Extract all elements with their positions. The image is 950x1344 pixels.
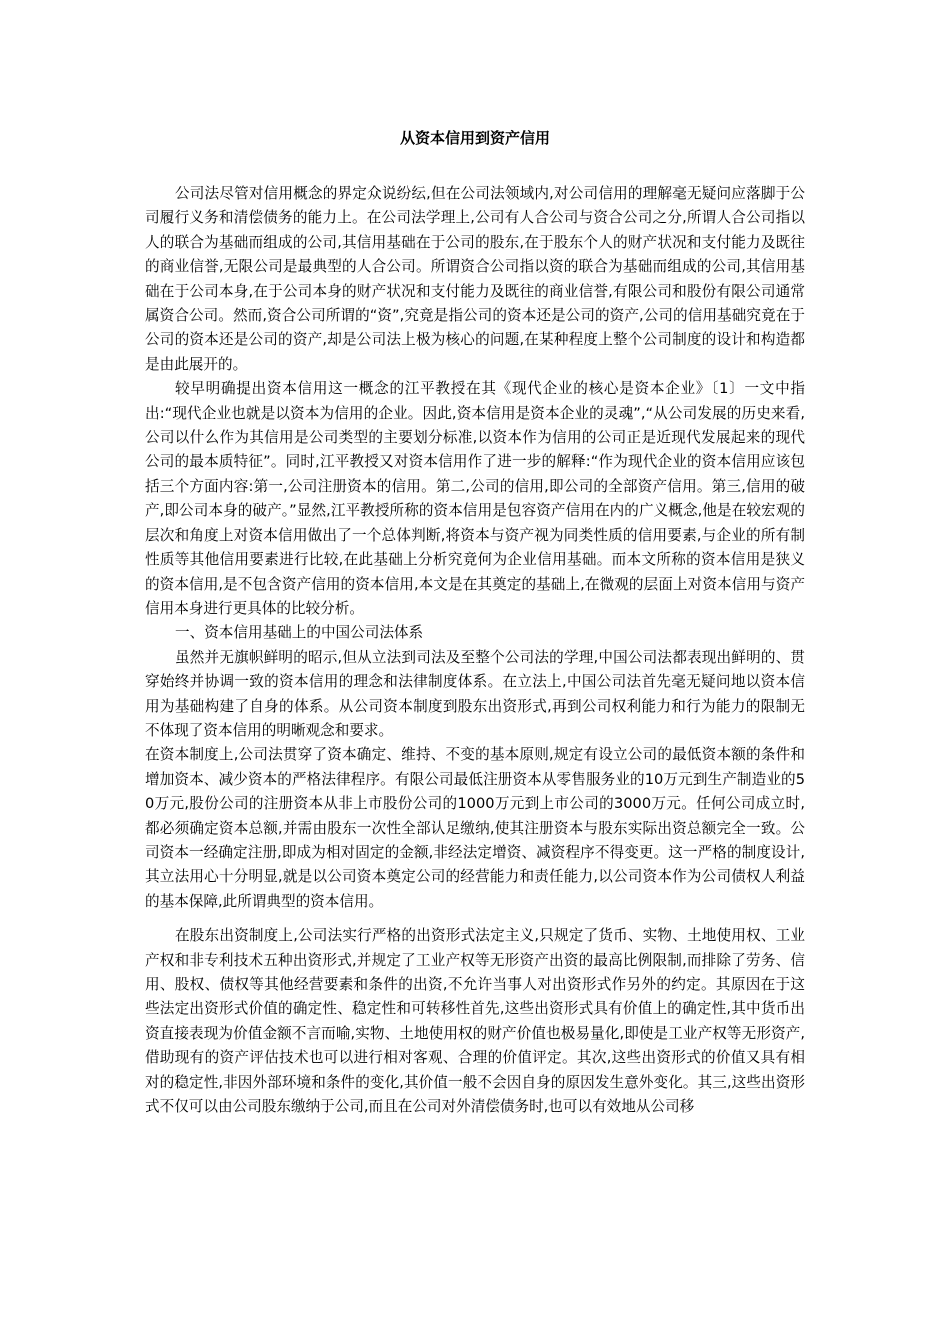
- paragraph-2: 较早明确提出资本信用这一概念的江平教授在其《现代企业的核心是资本企业》〔1〕一文中指出:“现代企业也就是以资本为信用的企业。因此,资本信用是资本企业的灵魂”,“从公司发展的历史来看,公司以什么作为其信用是公司类型的主要划分标准,以资本作为信用的公司正是近现代发展起来的现代公司的最本质特征”。同时,江平教授又对资本信用作了进一步的解释:“作为现代企业的资本信用应该包括三个方面内容:第一,公司注册资本的信用。第二,公司的信用,即公司的全部资产信用。第三,信用的破产,即公司本身的破产。”显然,江平教授所称的资本信用是包容资产信用在内的广义概念,他是在较宏观的层次和角度上对资本信用做出了一个总体判断,将资本与资产视为同类性质的信用要素,与企业的所有制性质等其他信用要素进行比较,在此基础上分析究竟何为企业信用基础。而本文所称的资本信用是狭义的资本信用,是不包含资产信用的资本信用,本文是在其奠定的基础上,在微观的层面上对资本信用与资产信用本身进行更具体的比较分析。: [145, 380, 805, 617]
- paragraph-1: 公司法尽管对信用概念的界定众说纷纭,但在公司法领域内,对公司信用的理解毫无疑问应落脚于公司履行义务和清偿债务的能力上。在公司法学理上,公司有人合公司与资合公司之分,所谓人合公司指以人的联合为基础而组成的公司,其信用基础在于公司的股东,在于股东个人的财产状况和支付能力及既往的商业信誉,无限公司是最典型的人合公司。所谓资合公司指以资的联合为基础而组成的公司,其信用基础在于公司本身,在于公司本身的财产状况和支付能力及既往的商业信誉,有限公司和股份有限公司通常属资合公司。然而,资合公司所谓的“资”,究竟是指公司的资本还是公司的资产,公司的信用基础究竟在于公司的资本还是公司的资产,却是公司法上极为核心的问题,在某种程度上整个公司制度的设计和构造都是由此展开的。: [145, 185, 805, 373]
- paragraph-5: 在股东出资制度上,公司法实行严格的出资形式法定主义,只规定了货币、实物、土地使用权、工业产权和非专利技术五种出资形式,并规定了工业产权等无形资产出资的最高比例限制,而排除了劳务、信用、股权、债权等其他经营要素和条件的出资,不允许当事人对出资形式作另外的约定。其原因在于这些法定出资形式价值的确定性、稳定性和可转移性首先,这些出资形式具有价值上的确定性,其中货币出资直接表现为价值金额不言而喻,实物、土地使用权的财产价值也极易量化,即使是工业产权等无形资产,借助现有的资产评估技术也可以进行相对客观、合理的价值评定。其次,这些出资形式的价值又具有相对的稳定性,非因外部环境和条件的变化,其价值一般不会因自身的原因发生意外变化。其三,这些出资形式不仅可以由公司股东缴纳于公司,而且在公司对外清偿债务时,也可以有效地从公司移: [145, 927, 805, 1116]
- section-heading: 一、资本信用基础上的中国公司法体系: [175, 624, 424, 642]
- paragraph-4: 在资本制度上,公司法贯穿了资本确定、维持、不变的基本原则,规定有设立公司的最低资本额的条件和增加资本、减少资本的严格法律程序。有限公司最低注册资本从零售服务业的10万元到生产制造业的50万元,股份公司的注册资本从非上市股份公司的1000万元到上市公司的3000万元。任何公司成立时,都必须确定资本总额,并需由股东一次性全部认足缴纳,使其注册资本与股东实际出资总额完全一致。公司资本一经确定注册,即成为相对固定的金额,非经法定增资、减资程序不得变更。这一严格的制度设计,其立法用心十分明显,就是以公司资本奠定公司的经营能力和责任能力,以公司资本作为公司债权人利益的基本保障,此所谓典型的资本信用。: [145, 746, 805, 910]
- paragraph-gap: [145, 914, 805, 924]
- document-title: 从资本信用到资产信用: [399, 129, 550, 147]
- paragraph-3: 虽然并无旗帜鲜明的昭示,但从立法到司法及至整个公司法的学理,中国公司法都表现出鲜明的、贯穿始终并协调一致的资本信用的理念和法律制度体系。在立法上,中国公司法首先毫无疑问地以资本信用为基础构建了自身的体系。从公司资本制度到股东出资形式,再到公司权利能力和行为能力的限制无不体现了资本信用的明晰观念和要求。: [145, 648, 805, 739]
